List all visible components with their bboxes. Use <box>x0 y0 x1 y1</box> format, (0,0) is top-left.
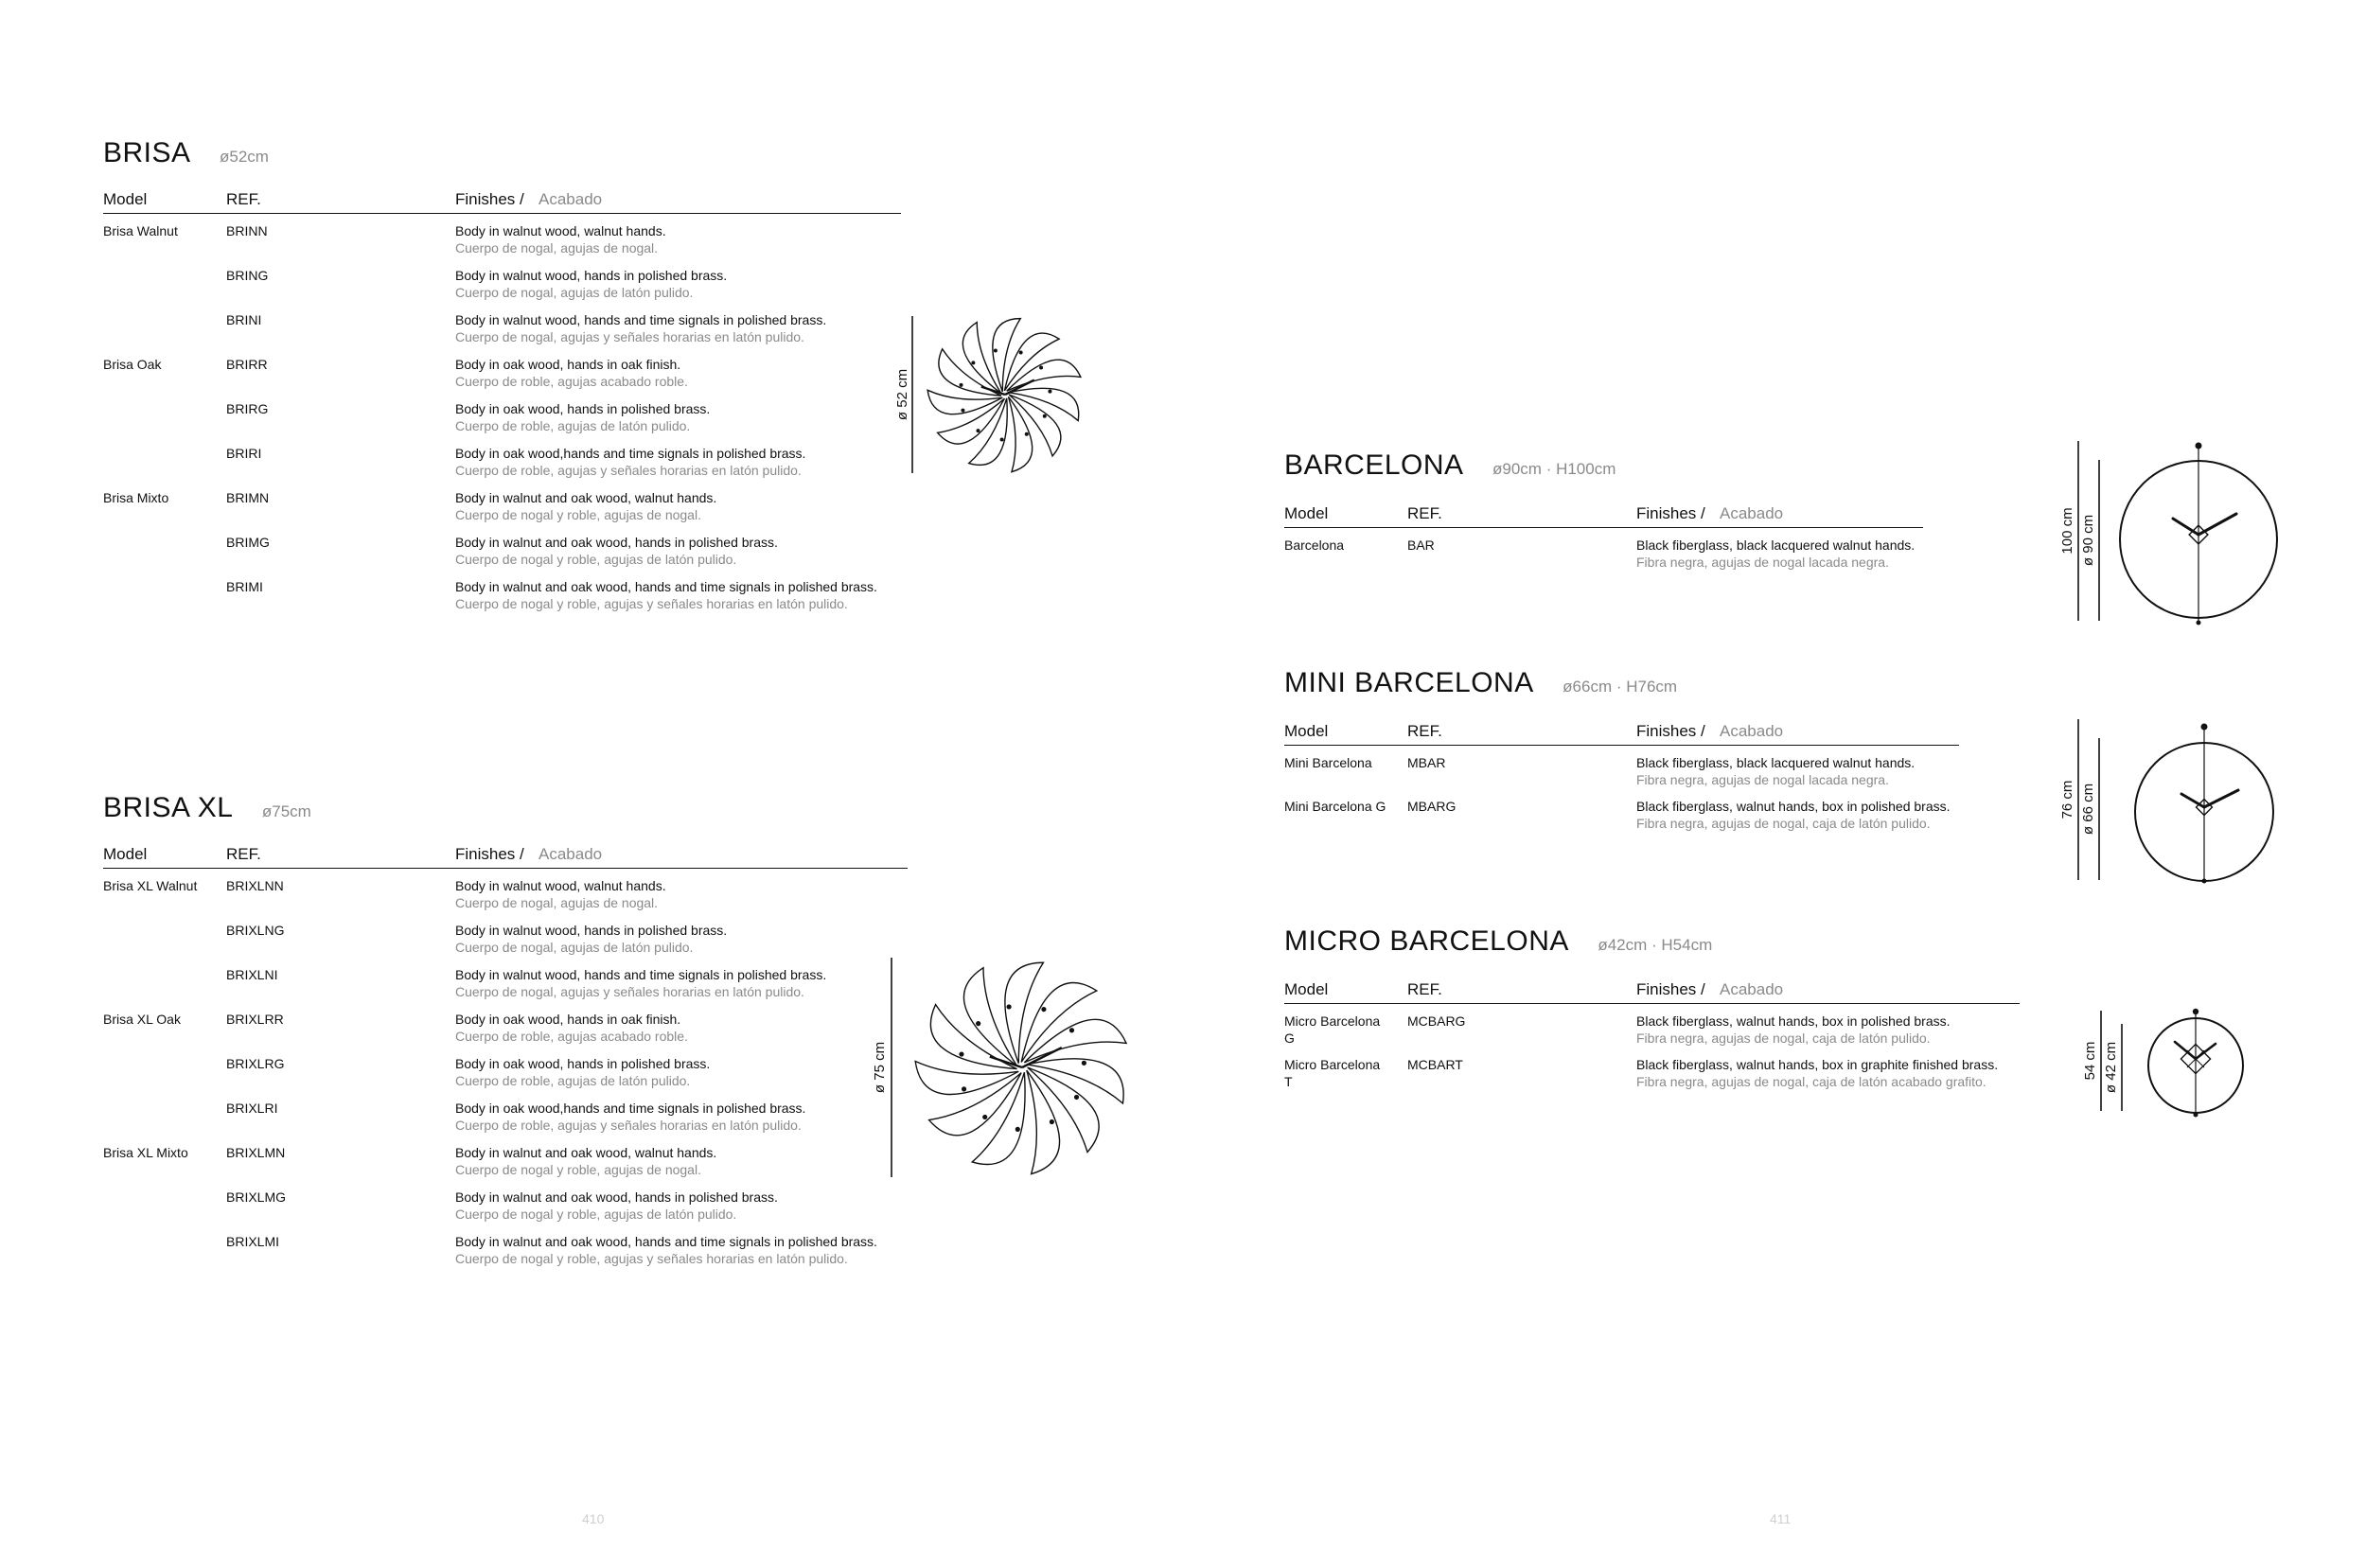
diameter-label: ø 75 cm <box>871 1041 888 1094</box>
row-finish <box>455 356 688 390</box>
time-signal <box>976 429 980 432</box>
section-title: BARCELONA <box>1284 449 1464 481</box>
page-number-right: 411 <box>1770 1511 1792 1526</box>
mini-barcelona-title-row <box>1284 667 1677 699</box>
row-finish <box>455 966 826 1000</box>
row-ref: MBARG <box>1407 799 1457 814</box>
finish-es: Fibra negra, agujas de nogal lacada negra. <box>1636 772 1889 787</box>
row-ref: BRIXLRI <box>226 1101 278 1116</box>
height-label: 76 cm <box>2058 780 2075 819</box>
header-rule <box>103 213 901 214</box>
row-ref: BRIMN <box>226 490 270 505</box>
finish-es: Cuerpo de roble, agujas de latón pulido. <box>455 1073 691 1088</box>
header-finishes-es: Acabado <box>1720 504 1784 522</box>
finish-en: Body in oak wood,hands and time signals in polished brass. <box>455 446 806 461</box>
section-dimensions: ø66cm · H76cm <box>1563 678 1678 696</box>
finish-en: Body in walnut wood, hands and time signals in polished brass. <box>455 312 827 327</box>
row-ref: BRINI <box>226 312 262 327</box>
time-signal <box>1043 414 1047 418</box>
row-ref: BRIMG <box>226 535 270 550</box>
finish-en: Body in walnut wood, hands in polished brass. <box>455 923 728 938</box>
finish-en: Body in walnut and oak wood, hands and time signals in polished brass. <box>455 579 877 594</box>
time-signal <box>1039 366 1043 370</box>
header-finishes-es: Acabado <box>1720 722 1784 740</box>
header-ref: REF. <box>226 190 261 208</box>
row-ref: BRINN <box>226 223 268 238</box>
time-signal <box>959 1051 963 1056</box>
stem-cap <box>2193 1009 2198 1014</box>
header-model: Model <box>103 845 148 863</box>
finish-es: Cuerpo de roble, agujas y señales horarias en latón pulido. <box>455 1118 802 1133</box>
row-finish <box>1636 754 1915 788</box>
finish-en: Body in walnut wood, walnut hands. <box>455 878 666 893</box>
row-ref: BRING <box>226 268 269 283</box>
row-model: Brisa Walnut <box>103 223 178 238</box>
time-signal <box>1000 437 1004 441</box>
finish-es: Cuerpo de nogal, agujas y señales horarias en latón pulido. <box>455 329 804 344</box>
row-finish <box>1636 1056 1998 1090</box>
section-title: BRISA <box>103 137 191 168</box>
mini-barcelona-clock-drawing <box>2059 714 2287 885</box>
time-signal <box>1074 1095 1079 1100</box>
brisa-title-row <box>103 137 269 169</box>
row-finish <box>1636 1013 1951 1047</box>
section-dimensions: ø52cm <box>219 148 269 166</box>
time-signal <box>994 349 998 353</box>
finish-es: Cuerpo de roble, agujas acabado roble. <box>455 1029 688 1044</box>
finish-es: Cuerpo de roble, agujas y señales horarias en latón pulido. <box>455 463 802 478</box>
finish-es: Cuerpo de nogal, agujas de nogal. <box>455 240 659 255</box>
row-finish <box>455 1144 716 1178</box>
page-number-left: 410 <box>582 1511 605 1526</box>
brisa-xl-title-row <box>103 792 311 824</box>
row-model: Barcelona <box>1284 537 1345 553</box>
time-signal <box>976 1021 980 1026</box>
finish-en: Body in oak wood,hands and time signals in polished brass. <box>455 1101 806 1116</box>
row-model: Brisa XL Mixto <box>103 1145 188 1160</box>
row-finish <box>455 922 727 956</box>
clock-petals <box>927 319 1081 472</box>
section-dimensions: ø90cm · H100cm <box>1492 460 1616 478</box>
finish-es: Cuerpo de nogal y roble, agujas de nogal. <box>455 507 701 522</box>
time-signal <box>961 409 964 413</box>
row-finish <box>455 400 710 434</box>
time-signal <box>971 361 975 364</box>
finish-en: Body in walnut and oak wood, hands in polished brass. <box>455 1189 778 1205</box>
finish-en: Body in walnut and oak wood, hands in polished brass. <box>455 535 778 550</box>
height-label: 100 cm <box>2058 507 2075 555</box>
row-model: Brisa Oak <box>103 357 162 372</box>
header-rule <box>1284 1003 2020 1004</box>
finish-es: Cuerpo de nogal y roble, agujas de nogal. <box>455 1162 701 1177</box>
header-rule <box>1284 745 1959 746</box>
finish-en: Black fiberglass, black lacquered walnut hands. <box>1636 755 1916 770</box>
row-model: Brisa Mixto <box>103 490 169 505</box>
finish-en: Body in oak wood, hands in polished brass. <box>455 1056 711 1071</box>
row-ref: MBAR <box>1407 755 1446 770</box>
stem-foot <box>2202 879 2207 884</box>
micro-barcelona-title-row <box>1284 925 1712 958</box>
hour-hand <box>2181 794 2204 807</box>
diameter-label: ø 90 cm <box>2079 514 2096 567</box>
row-finish <box>455 222 666 256</box>
finish-en: Black fiberglass, walnut hands, box in polished brass. <box>1636 799 1951 814</box>
finish-en: Body in walnut and oak wood, walnut hands. <box>455 1145 717 1160</box>
stem-foot <box>2197 621 2201 625</box>
header-finishes: Finishes / <box>1636 722 1705 740</box>
row-ref: BRIRG <box>226 401 269 416</box>
time-signal <box>1025 432 1029 436</box>
finish-en: Black fiberglass, black lacquered walnut hands. <box>1636 537 1916 553</box>
height-label: 54 cm <box>2081 1041 2098 1081</box>
row-ref: BRIMI <box>226 579 263 594</box>
header-finishes: Finishes / <box>455 190 524 208</box>
header-rule <box>1284 527 1923 528</box>
mini-barcelona-section <box>1284 667 2004 856</box>
diameter-label: ø 52 cm <box>893 368 910 421</box>
barcelona-section <box>1284 449 1966 601</box>
header-finishes-es: Acabado <box>1720 980 1784 998</box>
header-ref: REF. <box>1407 980 1442 998</box>
row-finish <box>455 445 805 479</box>
row-ref: BRIXLRG <box>226 1056 285 1071</box>
header-ref: REF. <box>226 845 261 863</box>
row-ref: BRIXLRR <box>226 1012 284 1027</box>
header-model: Model <box>1284 504 1329 522</box>
row-ref: BRIXLMI <box>226 1234 280 1249</box>
stem-cap <box>2201 724 2208 731</box>
row-model: Mini Barcelona G <box>1284 799 1386 814</box>
row-finish <box>455 1233 877 1267</box>
row-model: Micro Barcelona T <box>1284 1057 1381 1089</box>
header-finishes: Finishes / <box>1636 980 1705 998</box>
finish-en: Body in walnut wood, hands in polished brass. <box>455 268 728 283</box>
finish-en: Body in oak wood, hands in oak finish. <box>455 357 681 372</box>
header-rule <box>103 868 908 869</box>
row-finish <box>455 1055 710 1089</box>
row-finish <box>455 534 778 568</box>
section-title: MINI BARCELONA <box>1284 667 1534 698</box>
row-finish <box>455 267 727 301</box>
finish-en: Body in walnut wood, walnut hands. <box>455 223 666 238</box>
section-dimensions: ø75cm <box>261 802 311 820</box>
row-ref: MCBART <box>1407 1057 1463 1072</box>
row-ref: MCBARG <box>1407 1013 1466 1029</box>
header-ref: REF. <box>1407 504 1442 522</box>
row-finish <box>455 489 716 523</box>
time-signal <box>962 1086 966 1091</box>
header-model: Model <box>1284 722 1329 740</box>
brisa-section <box>103 137 955 629</box>
row-model: Brisa XL Oak <box>103 1012 181 1027</box>
row-ref: BRIXLNI <box>226 967 278 982</box>
row-model: Micro Barcelona G <box>1284 1013 1381 1046</box>
brisa-xl-section <box>103 792 955 1284</box>
header-model: Model <box>1284 980 1329 998</box>
finish-es: Cuerpo de nogal, agujas y señales horarias en latón pulido. <box>455 984 804 999</box>
stem-cap <box>2196 443 2202 449</box>
row-finish <box>455 1011 688 1045</box>
finish-en: Black fiberglass, walnut hands, box in graphite finished brass. <box>1636 1057 1999 1072</box>
brisa-clock-drawing <box>893 310 1088 481</box>
finish-es: Cuerpo de nogal y roble, agujas y señales horarias en latón pulido. <box>455 1251 848 1266</box>
row-finish <box>455 1100 805 1134</box>
row-ref: BAR <box>1407 537 1435 553</box>
minute-hand <box>2196 1044 2216 1059</box>
row-model: Brisa XL Walnut <box>103 878 198 893</box>
row-finish <box>455 311 826 345</box>
time-signal <box>1082 1061 1086 1066</box>
row-ref: BRIXLMN <box>226 1145 286 1160</box>
stem-foot <box>2194 1113 2198 1118</box>
row-finish <box>455 877 666 911</box>
time-signal <box>1048 390 1051 394</box>
clock-petals <box>915 962 1126 1173</box>
finish-es: Cuerpo de nogal y roble, agujas de latón pulido. <box>455 552 737 567</box>
finish-es: Fibra negra, agujas de nogal, caja de latón pulido. <box>1636 1031 1931 1046</box>
brisa-xl-clock-drawing <box>871 954 1136 1181</box>
finish-en: Black fiberglass, walnut hands, box in polished brass. <box>1636 1013 1951 1029</box>
diameter-label: ø 42 cm <box>2102 1041 2119 1094</box>
finish-en: Body in walnut wood, hands and time signals in polished brass. <box>455 967 827 982</box>
finish-es: Cuerpo de nogal, agujas de nogal. <box>455 895 659 910</box>
time-signal <box>1006 1004 1011 1009</box>
finish-es: Cuerpo de nogal, agujas de latón pulido. <box>455 940 694 955</box>
row-finish <box>455 1189 778 1223</box>
finish-en: Body in oak wood, hands in polished brass. <box>455 401 711 416</box>
barcelona-clock-drawing <box>2059 435 2287 625</box>
section-title: BRISA XL <box>103 792 234 823</box>
row-finish <box>1636 798 1951 832</box>
finish-es: Cuerpo de roble, agujas acabado roble. <box>455 374 688 389</box>
finish-es: Fibra negra, agujas de nogal, caja de latón acabado grafito. <box>1636 1074 1986 1089</box>
header-finishes-es: Acabado <box>539 845 603 863</box>
barcelona-title-row <box>1284 449 1616 482</box>
diameter-label: ø 66 cm <box>2079 783 2096 836</box>
time-signal <box>1015 1127 1020 1132</box>
row-ref: BRIXLNG <box>226 923 285 938</box>
finish-es: Fibra negra, agujas de nogal lacada negra. <box>1636 555 1889 570</box>
finish-en: Body in walnut and oak wood, walnut hands. <box>455 490 717 505</box>
row-ref: BRIRR <box>226 357 268 372</box>
header-finishes-es: Acabado <box>539 190 603 208</box>
row-ref: BRIRI <box>226 446 262 461</box>
header-finishes: Finishes / <box>1636 504 1705 522</box>
row-finish <box>455 578 877 612</box>
time-signal <box>1019 350 1023 354</box>
header-model: Model <box>103 190 148 208</box>
finish-es: Cuerpo de nogal y roble, agujas de latón pulido. <box>455 1207 737 1222</box>
hour-hand <box>2173 519 2198 535</box>
micro-barcelona-section <box>1284 925 2060 1115</box>
time-signal <box>1041 1007 1046 1012</box>
time-signal <box>982 1115 987 1119</box>
time-signal <box>1050 1119 1054 1124</box>
row-ref: BRIXLMG <box>226 1189 287 1205</box>
finish-es: Cuerpo de nogal y roble, agujas y señales horarias en latón pulido. <box>455 596 848 611</box>
micro-barcelona-clock-drawing <box>2082 984 2271 1126</box>
row-ref: BRIXLNN <box>226 878 284 893</box>
finish-es: Fibra negra, agujas de nogal, caja de latón pulido. <box>1636 816 1931 831</box>
row-finish <box>1636 537 1915 571</box>
time-signal <box>960 383 963 387</box>
section-dimensions: ø42cm · H54cm <box>1598 936 1713 954</box>
header-ref: REF. <box>1407 722 1442 740</box>
section-title: MICRO BARCELONA <box>1284 925 1569 957</box>
finish-es: Cuerpo de nogal, agujas de latón pulido. <box>455 285 694 300</box>
finish-es: Cuerpo de roble, agujas de latón pulido. <box>455 418 691 433</box>
time-signal <box>1069 1028 1074 1032</box>
header-finishes: Finishes / <box>455 845 524 863</box>
row-model: Mini Barcelona <box>1284 755 1372 770</box>
finish-en: Body in walnut and oak wood, hands and time signals in polished brass. <box>455 1234 877 1249</box>
finish-en: Body in oak wood, hands in oak finish. <box>455 1012 681 1027</box>
